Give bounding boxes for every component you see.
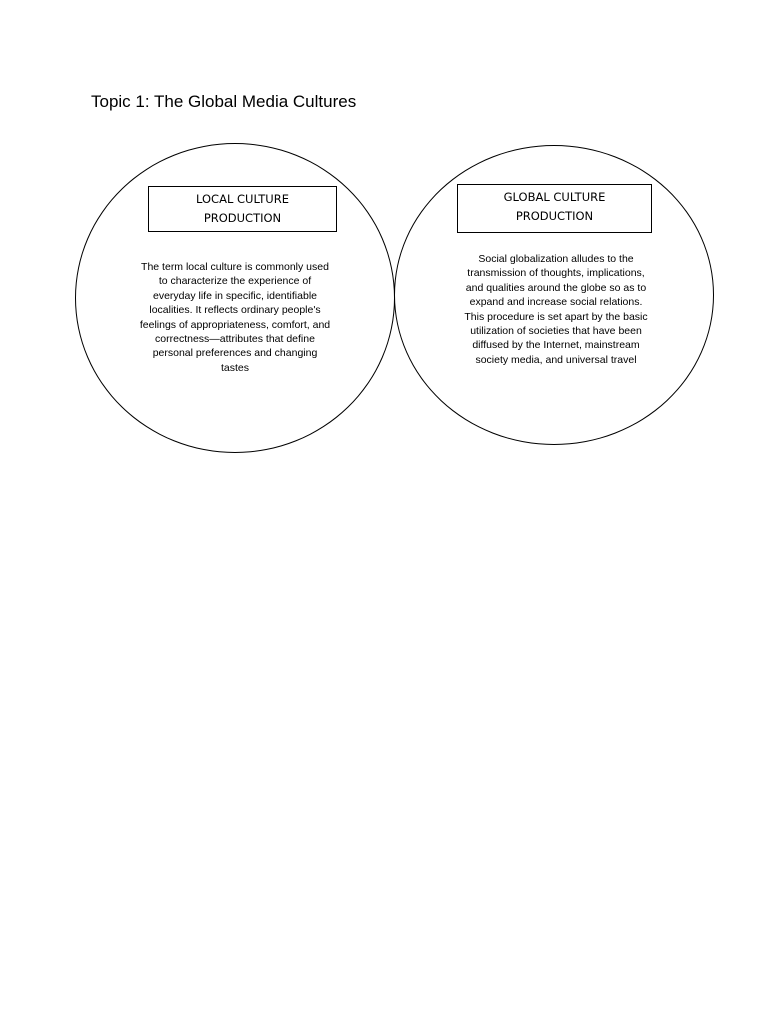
global-culture-description (450, 252, 662, 367)
global-description-line: diffused by the Internet, mainstream (472, 339, 640, 352)
local-culture-heading (148, 186, 337, 232)
global-description-line: expand and increase social relations. (469, 296, 643, 309)
local-description-line: localities. It reflects ordinary people's (149, 304, 321, 317)
local-description-line: to characterize the experience of (158, 275, 312, 288)
local-heading-line: LOCAL CULTURE (196, 192, 289, 206)
global-description-line: utilization of societies that have been (470, 325, 642, 338)
global-culture-heading (457, 184, 652, 233)
global-heading-line: PRODUCTION (515, 209, 594, 223)
local-description-line: feelings of appropriateness, comfort, and (139, 318, 331, 331)
local-description-line: personal preferences and changing (152, 347, 318, 360)
global-description-line: This procedure is set apart by the basic (464, 310, 648, 323)
global-description-line: society media, and universal travel (475, 353, 637, 366)
global-description-line: Social globalization alludes to the (478, 253, 634, 265)
local-heading-line: PRODUCTION (203, 211, 282, 225)
global-description-line: transmission of thoughts, implications, (467, 267, 645, 280)
local-culture-description (126, 260, 344, 375)
global-description-line: and qualities around the globe so as to (465, 281, 647, 294)
local-description-line: everyday life in specific, identifiable (152, 289, 317, 302)
local-description-line: The term local culture is commonly used (141, 261, 329, 273)
global-heading-line: GLOBAL CULTURE (503, 190, 606, 204)
page-title: Topic 1: The Global Media Cultures (91, 92, 357, 111)
local-description-line: tastes (220, 361, 249, 374)
local-description-line: correctness—attributes that define (155, 333, 315, 346)
